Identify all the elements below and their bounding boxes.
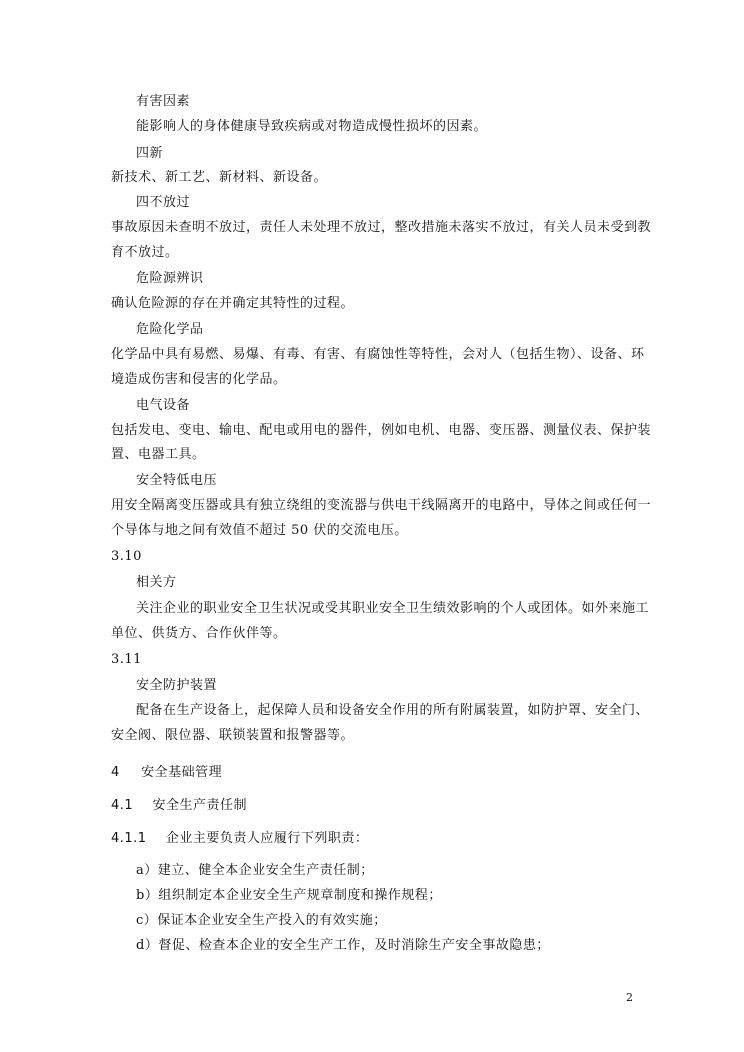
term-definition: 关注企业的职业安全卫生状况或受其职业安全卫生绩效影响的个人或团体。如外来施工: [136, 601, 650, 616]
clause-number: 4.1.1: [111, 831, 147, 846]
term-definition: 单位、供货方、合作伙伴等。: [111, 626, 287, 641]
list-text: 保证本企业安全生产投入的有效实施；: [157, 913, 387, 928]
section-number: 4: [111, 765, 120, 780]
term-title: 安全防护装置: [136, 678, 218, 693]
term-definition: 化学品中具有易燃、易爆、有毒、有害、有腐蚀性等特性，会对人（包括生物）、设备、环: [111, 347, 645, 362]
term-title: 安全特低电压: [136, 473, 218, 488]
list-item: [136, 887, 442, 905]
clause-heading: [111, 830, 368, 848]
term-definition: 确认危险源的存在并确定其特性的过程。: [111, 296, 355, 311]
term-title: 危险化学品: [136, 322, 204, 337]
term-title: 四不放过: [136, 195, 191, 210]
subsection-number: 4.1: [111, 798, 134, 813]
clause-text: 企业主要负责人应履行下列职责：: [165, 831, 369, 846]
term-definition: 个导体与地之间有效值不超过 50 伏的交流电压。: [111, 523, 408, 538]
page-number: 2: [626, 991, 633, 1004]
term-definition: 育不放过。: [111, 245, 179, 260]
term-definition: 境造成伤害和侵害的化学品。: [111, 372, 287, 387]
list-marker: c）: [136, 913, 158, 928]
term-definition: 用安全隔离变压器或具有独立绕组的变流器与供电干线隔离开的电路中，导体之间或任何一: [111, 498, 652, 513]
term-definition: 新技术、新工艺、新材料、新设备。: [111, 170, 328, 185]
term-title: 有害因素: [136, 94, 191, 109]
clause-number: 3.11: [111, 652, 142, 667]
term-definition: 包括发电、变电、输电、配电或用电的器件，例如电机、电器、变压器、测量仪表、保护装: [111, 423, 652, 438]
term-definition: 事故原因未查明不放过，责任人未处理不放过，整改措施未落实不放过，有关人员未受到教: [111, 220, 652, 235]
subsection-heading: [111, 797, 247, 815]
list-marker: d）: [136, 938, 159, 953]
term-definition: 配备在生产设备上，起保障人员和设备安全作用的所有附属装置，如防护罩、安全门、: [136, 703, 650, 718]
subsection-title: 安全生产责任制: [152, 798, 247, 813]
section-heading: [111, 764, 222, 782]
term-definition: 能影响人的身体健康导致疾病或对物造成慢性损坏的因素。: [136, 119, 488, 134]
term-title: 电气设备: [136, 398, 191, 413]
term-definition: 安全阀、限位器、联锁装置和报警器等。: [111, 728, 355, 743]
list-marker: a）: [136, 863, 158, 878]
list-text: 建立、健全本企业安全生产责任制；: [157, 863, 374, 878]
list-text: 组织制定本企业安全生产规章制度和操作规程；: [158, 888, 442, 903]
clause-number: 3.10: [111, 549, 142, 564]
list-item: [136, 937, 550, 955]
term-definition: 置、电器工具。: [111, 447, 206, 462]
list-item: [136, 862, 374, 880]
list-marker: b）: [136, 888, 159, 903]
list-text: 督促、检查本企业的安全生产工作，及时消除生产安全事故隐患；: [158, 938, 550, 953]
term-title: 相关方: [136, 575, 177, 590]
list-item: [136, 912, 387, 930]
section-title: 安全基础管理: [141, 765, 223, 780]
term-title: 四新: [136, 146, 164, 161]
term-title: 危险源辨识: [136, 271, 204, 286]
